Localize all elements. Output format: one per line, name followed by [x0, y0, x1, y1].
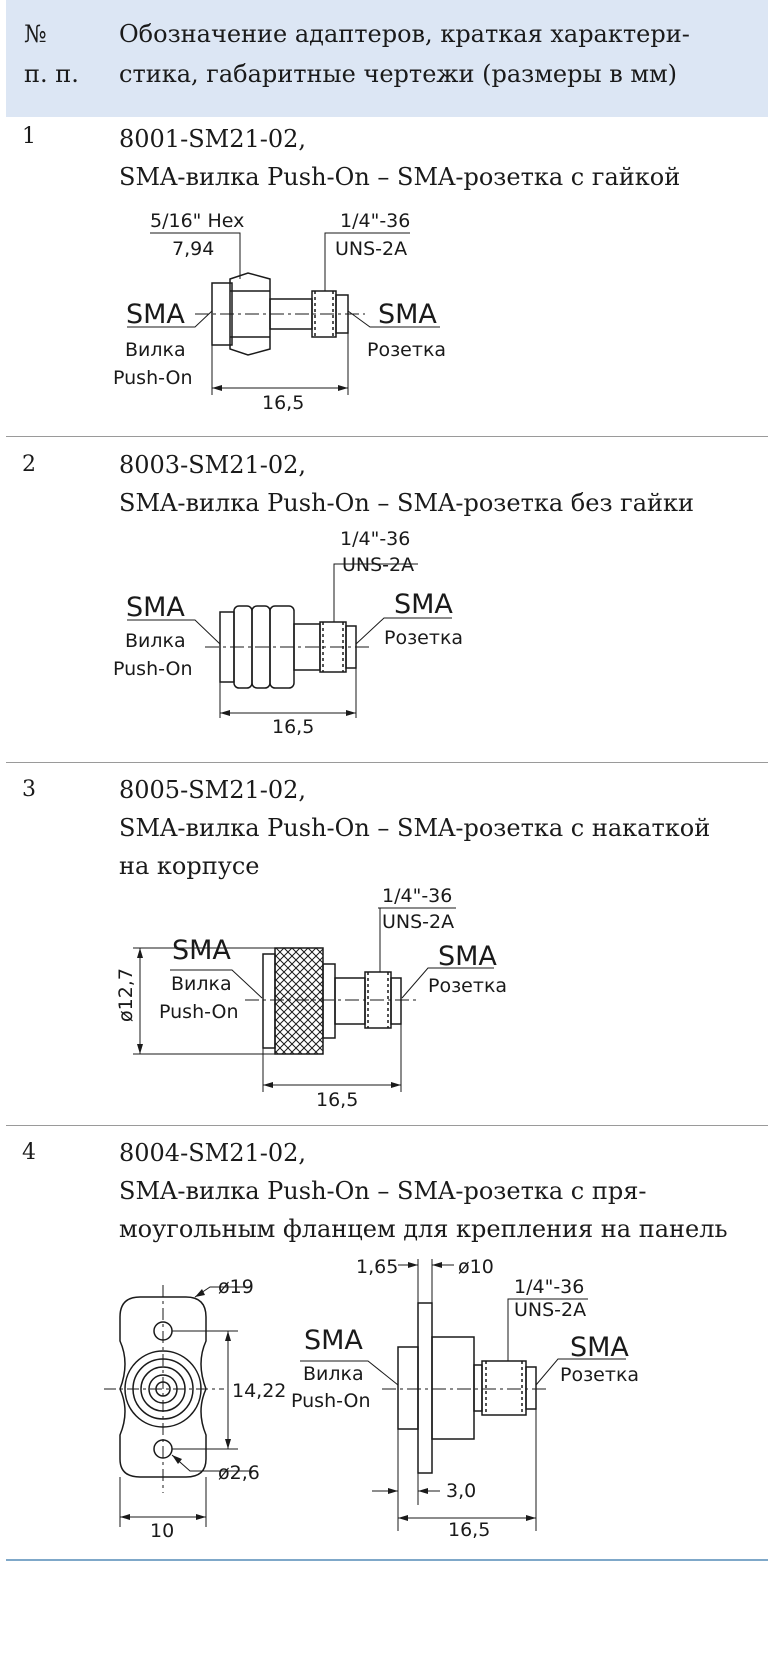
adapter-drawing-1 [0, 195, 774, 425]
right-sma-label: SMA [570, 1332, 629, 1363]
right-sma-label: SMA [438, 941, 497, 972]
thread-label-2: UNS-2A [342, 554, 415, 576]
left-type-label-2: Push-On [113, 658, 193, 680]
adapter-code: 8004-SM21-02, [119, 1139, 307, 1167]
left-sma-label: SMA [126, 592, 185, 623]
thread-label-1: 1/4"-36 [382, 885, 453, 907]
left-type-label-1: Вилка [125, 339, 186, 361]
adapter-code: 8003-SM21-02, [119, 451, 307, 479]
length-dimension: 16,5 [272, 716, 315, 738]
hex-label: 5/16" Hex [150, 210, 245, 232]
thread-label-2: UNS-2A [335, 238, 408, 260]
header-title-line2: стика, габаритные чертежи (размеры в мм) [119, 60, 678, 88]
table-header [6, 0, 768, 117]
adapter-code: 8001-SM21-02, [119, 125, 307, 153]
adapter-desc-line: SMA-вилка Push-On – SMA-розетка с гайкой [119, 163, 681, 191]
row-separator [6, 1125, 768, 1126]
thread-label-2: UNS-2A [382, 911, 455, 933]
flange-diameter-label: ø19 [218, 1276, 254, 1298]
left-type-label-2: Push-On [159, 1001, 239, 1023]
row-number: 2 [22, 452, 36, 477]
left-type-label-2: Push-On [291, 1390, 371, 1412]
adapter-drawing-2 [0, 520, 774, 750]
right-type-label: Розетка [560, 1364, 640, 1386]
thread-label-1: 1/4"-36 [514, 1276, 585, 1298]
thread-label-1: 1/4"-36 [340, 210, 411, 232]
flange-thickness-label: 1,65 [356, 1256, 399, 1278]
adapter-drawing-3 [0, 880, 774, 1120]
adapter-desc-line: SMA-вилка Push-On – SMA-розетка без гайки [119, 489, 695, 517]
header-num-line2: п. п. [24, 60, 79, 88]
row-description [119, 120, 759, 196]
row-number: 1 [22, 124, 36, 149]
row-description [119, 771, 759, 885]
row-separator [6, 436, 768, 437]
row-number: 4 [22, 1140, 36, 1165]
left-type-label-1: Вилка [171, 973, 232, 995]
row-separator [6, 762, 768, 763]
thread-label-1: 1/4"-36 [340, 528, 411, 550]
right-sma-label: SMA [394, 589, 453, 620]
right-type-label: Розетка [428, 975, 508, 997]
header-number-column [24, 14, 79, 94]
table-bottom-rule [6, 1559, 768, 1561]
left-type-label-1: Вилка [303, 1363, 364, 1385]
thread-label-2: UNS-2A [514, 1299, 587, 1321]
left-sma-label: SMA [126, 299, 185, 330]
flange-width-label: 10 [150, 1520, 175, 1542]
left-type-label-1: Вилка [125, 630, 186, 652]
hex-size-label: 7,94 [172, 238, 215, 260]
adapter-code: 8005-SM21-02, [119, 776, 307, 804]
length-dimension: 16,5 [316, 1089, 359, 1111]
left-sma-label: SMA [172, 935, 231, 966]
row-description [119, 1134, 759, 1248]
adapter-desc-line: SMA-вилка Push-On – SMA-розетка с накаткой [119, 814, 711, 842]
length-dimension: 16,5 [262, 392, 305, 414]
row-number: 3 [22, 777, 36, 802]
adapter-desc-line: моугольным фланцем для крепления на панель [119, 1215, 728, 1243]
row-description [119, 446, 759, 522]
right-sma-label: SMA [378, 299, 437, 330]
length-dimension: 16,5 [448, 1519, 491, 1541]
header-title-column [119, 14, 759, 94]
header-title-line1: Обозначение адаптеров, краткая характери- [119, 20, 690, 48]
hole-spacing-label: 14,22 [232, 1380, 287, 1402]
right-type-label: Розетка [367, 339, 447, 361]
hole-diameter-label: ø2,6 [218, 1462, 260, 1484]
adapter-desc-line: SMA-вилка Push-On – SMA-розетка с пря- [119, 1177, 647, 1205]
adapter-drawing-4 [0, 1245, 774, 1545]
adapter-desc-line: на корпусе [119, 852, 260, 880]
body-diameter-label: ø10 [458, 1256, 494, 1278]
header-num-line1: № [24, 20, 47, 48]
flange-offset-label: 3,0 [446, 1480, 477, 1502]
left-sma-label: SMA [304, 1325, 363, 1356]
left-type-label-2: Push-On [113, 367, 193, 389]
diameter-dimension: ø12,7 [115, 968, 137, 1022]
right-type-label: Розетка [384, 627, 464, 649]
